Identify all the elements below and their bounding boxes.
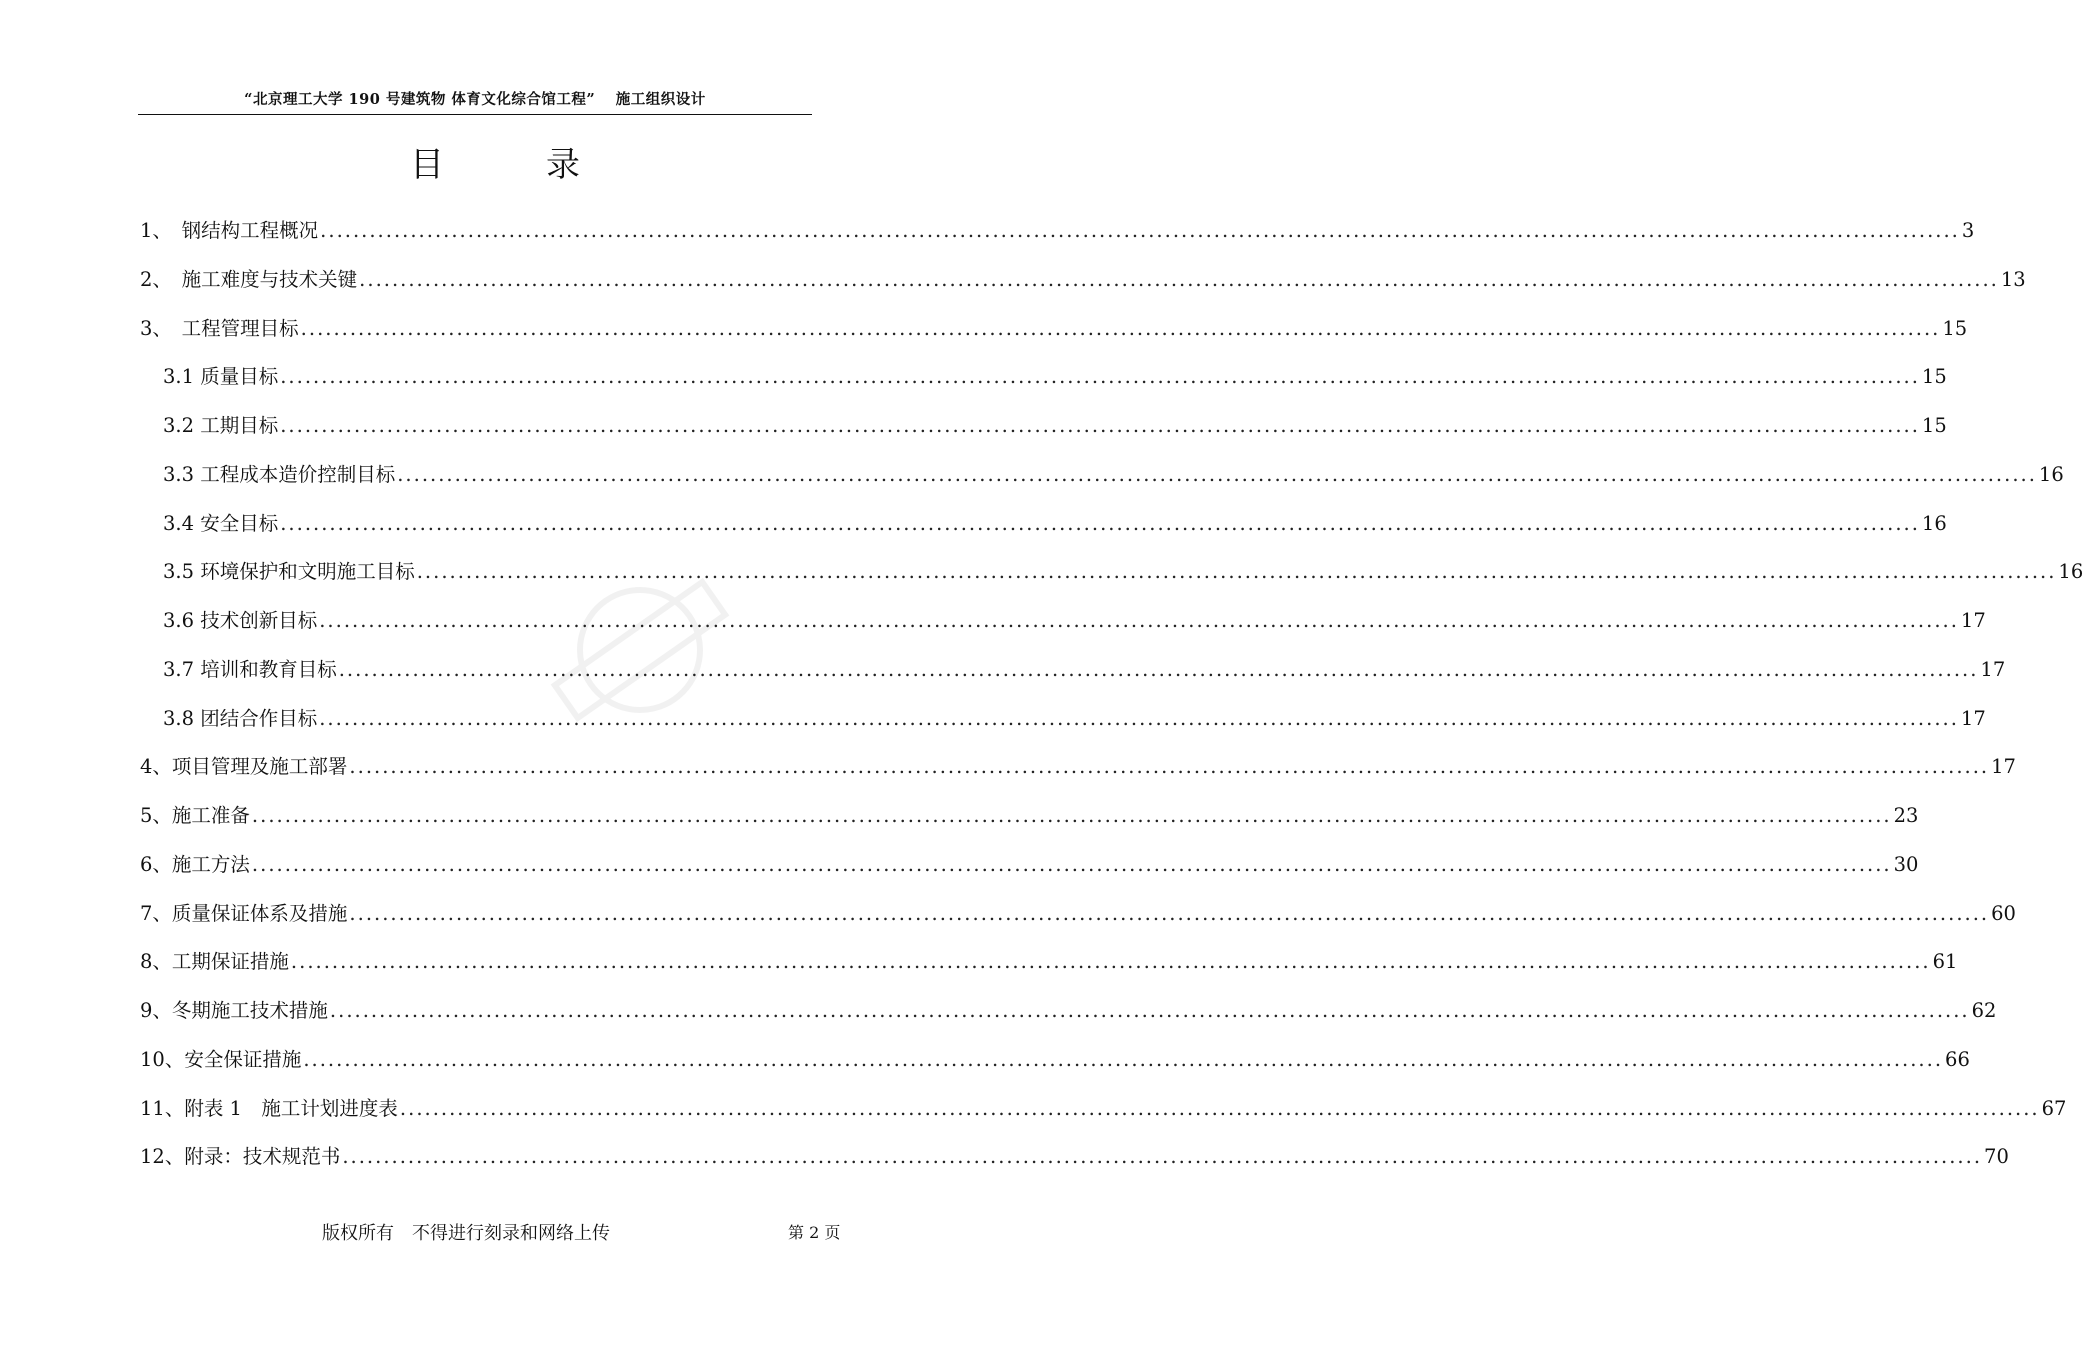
- toc-entry[interactable]: [140, 890, 2016, 939]
- toc-entry-label: 9、冬期施工技术措施: [140, 999, 328, 1022]
- header-rule: [138, 114, 812, 115]
- toc-entry-label: 1、 钢结构工程概况: [140, 219, 319, 242]
- copyright-notice: 版权所有 不得进行刻录和网络上传: [322, 1223, 610, 1244]
- toc-entry[interactable]: [140, 402, 1947, 451]
- toc-entry[interactable]: [140, 305, 1968, 354]
- toc-dot-leader: ........................................................................................................................................................................................................: [280, 414, 1920, 437]
- toc-entry-page: 15: [1921, 414, 1947, 437]
- toc-entry-label: 3、 工程管理目标: [140, 316, 299, 340]
- toc-entry-page: 70: [1984, 1145, 2009, 1169]
- toc-entry-label: 11、附表 1 施工计划进度表: [140, 1096, 398, 1120]
- toc-dot-leader: ........................................................................................................................................................................................................: [349, 901, 1990, 925]
- toc-entry[interactable]: [140, 987, 1997, 1036]
- toc-entry-page: 3: [1961, 219, 1975, 242]
- toc-dot-leader: ........................................................................................................................................................................................................: [280, 365, 1920, 389]
- toc-dot-leader: ........................................................................................................................................................................................................: [399, 1096, 2040, 1120]
- toc-dot-leader: ........................................................................................................................................................................................................: [280, 511, 1920, 535]
- toc-entry-label: 8、工期保证措施: [140, 950, 289, 974]
- toc-entry-page: 61: [1932, 950, 1958, 974]
- toc-entry-label: 3.7 培训和教育目标: [163, 657, 337, 681]
- toc-entry[interactable]: [140, 353, 1947, 402]
- toc-entry-page: 62: [1971, 999, 1997, 1022]
- toc-entry-page: 16: [1921, 511, 1947, 535]
- toc-dot-leader: ........................................................................................................................................................................................................: [303, 1047, 1944, 1071]
- toc-dot-leader: ........................................................................................................................................................................................................: [329, 999, 1970, 1022]
- toc-entry-label: 10、安全保证措施: [140, 1047, 302, 1071]
- toc-entry[interactable]: [140, 500, 1947, 549]
- toc-list: [140, 207, 2083, 1182]
- toc-entry-label: 3.4 安全目标: [163, 511, 279, 535]
- page-number: 第 2 页: [788, 1223, 841, 1242]
- running-header: “北京理工大学 190 号建筑物 体育文化综合馆工程” 施工组织设计: [244, 91, 706, 108]
- toc-entry[interactable]: [140, 597, 1986, 646]
- toc-dot-leader: ........................................................................................................................................................................................................: [251, 852, 1892, 876]
- toc-entry[interactable]: [140, 1085, 2067, 1134]
- toc-title: [410, 140, 580, 190]
- toc-dot-leader: ........................................................................................................................................................................................................: [416, 560, 2057, 584]
- toc-dot-leader: ........................................................................................................................................................................................................: [338, 657, 1979, 681]
- toc-entry[interactable]: [140, 938, 1958, 987]
- toc-entry-page: 15: [1942, 316, 1968, 340]
- toc-entry[interactable]: [140, 743, 2016, 792]
- toc-dot-leader: ........................................................................................................................................................................................................: [300, 316, 1941, 340]
- toc-entry-page: 15: [1921, 365, 1947, 389]
- toc-entry-page: 17: [1960, 706, 1986, 730]
- toc-entry-page: 66: [1945, 1047, 1970, 1071]
- toc-entry[interactable]: [140, 1036, 1970, 1085]
- toc-dot-leader: ........................................................................................................................................................................................................: [319, 609, 1959, 632]
- toc-entry[interactable]: [140, 207, 1975, 256]
- toc-dot-leader: ........................................................................................................................................................................................................: [320, 219, 1960, 242]
- toc-entry-label: 5、施工准备: [140, 804, 250, 827]
- toc-dot-leader: ........................................................................................................................................................................................................: [251, 804, 1892, 827]
- toc-entry[interactable]: [140, 841, 1919, 890]
- toc-entry-page: 16: [2038, 462, 2064, 486]
- toc-title-char: 录: [546, 145, 580, 185]
- toc-entry-page: 67: [2041, 1096, 2067, 1120]
- toc-entry[interactable]: [140, 256, 2026, 305]
- toc-entry-label: 3.2 工期目标: [163, 414, 279, 437]
- toc-entry-page: 13: [2000, 267, 2026, 291]
- toc-entry-label: 3.3 工程成本造价控制目标: [163, 462, 396, 486]
- toc-entry-label: 3.6 技术创新目标: [163, 609, 318, 632]
- toc-dot-leader: ........................................................................................................................................................................................................: [359, 267, 1999, 291]
- toc-entry-page: 16: [2058, 560, 2083, 584]
- toc-dot-leader: ........................................................................................................................................................................................................: [290, 950, 1931, 974]
- toc-entry-page: 17: [1960, 609, 1986, 632]
- toc-dot-leader: ........................................................................................................................................................................................................: [319, 706, 1959, 730]
- toc-dot-leader: ........................................................................................................................................................................................................: [349, 755, 1990, 779]
- toc-entry-page: 60: [1991, 901, 2016, 925]
- toc-dot-leader: ........................................................................................................................................................................................................: [342, 1145, 1983, 1169]
- toc-entry-page: 17: [1980, 657, 2006, 681]
- toc-entry[interactable]: [140, 1133, 2009, 1182]
- toc-title-char: 目: [410, 145, 444, 185]
- toc-entry[interactable]: [140, 792, 1919, 841]
- toc-entry-label: 6、施工方法: [140, 852, 250, 876]
- toc-entry-page: 30: [1893, 852, 1919, 876]
- toc-entry-page: 23: [1893, 804, 1919, 827]
- toc-entry-label: 12、附录：技术规范书: [140, 1145, 341, 1169]
- toc-entry-label: 3.5 环境保护和文明施工目标: [163, 560, 415, 584]
- toc-entry-label: 2、 施工难度与技术关键: [140, 267, 358, 291]
- toc-entry-label: 7、质量保证体系及措施: [140, 901, 348, 925]
- toc-entry[interactable]: [140, 646, 2006, 695]
- toc-entry[interactable]: [140, 548, 2083, 597]
- toc-dot-leader: ........................................................................................................................................................................................................: [397, 462, 2037, 486]
- toc-entry-label: 4、项目管理及施工部署: [140, 755, 348, 779]
- toc-entry-page: 17: [1991, 755, 2016, 779]
- toc-entry-label: 3.8 团结合作目标: [163, 706, 318, 730]
- toc-entry[interactable]: [140, 451, 2064, 500]
- toc-entry-label: 3.1 质量目标: [163, 365, 279, 389]
- toc-entry[interactable]: [140, 695, 1986, 744]
